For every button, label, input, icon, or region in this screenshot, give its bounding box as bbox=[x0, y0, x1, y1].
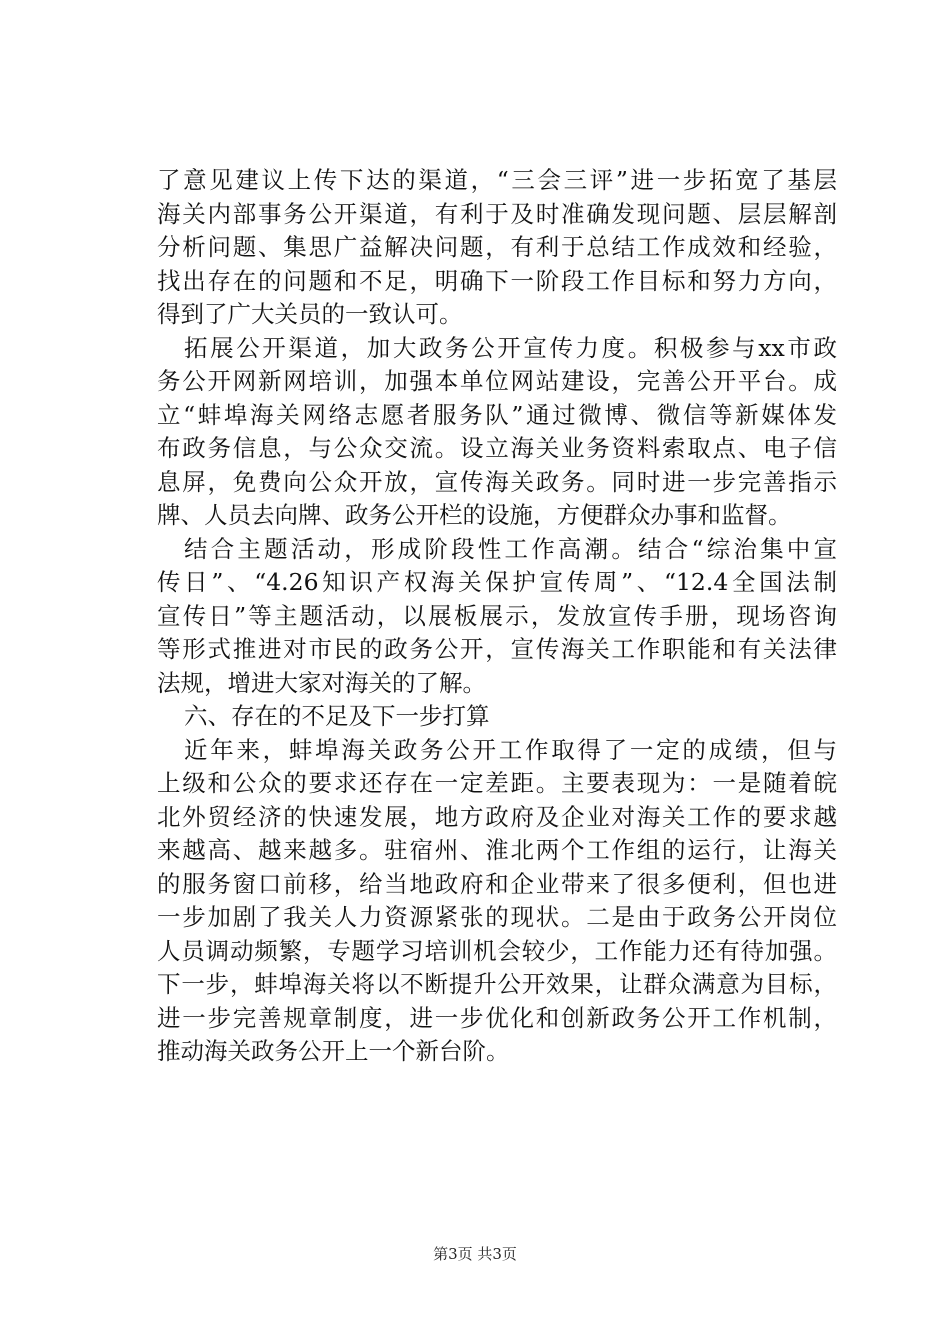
text-line: 息屏，免费向公众开放，宣传海关政务。同时进一步完善指示 bbox=[157, 467, 837, 496]
text-line: 找出存在的问题和不足，明确下一阶段工作目标和努力方向， bbox=[157, 266, 837, 295]
text-line: 推动海关政务公开上一个新台阶。 bbox=[157, 1037, 510, 1065]
text-line: 海关内部事务公开渠道，有利于及时准确发现问题、层层解剖 bbox=[157, 199, 837, 228]
text-line: 来越高、越来越多。驻宿州、淮北两个工作组的运行，让海关 bbox=[157, 836, 837, 864]
text-line: 北外贸经济的快速发展，地方政府及企业对海关工作的要求越 bbox=[157, 802, 837, 831]
text-line: 等形式推进对市民的政务公开，宣传海关工作职能和有关法律 bbox=[157, 635, 837, 663]
text-line: 牌、人员去向牌、政务公开栏的设施，方便群众办事和监督。 bbox=[157, 501, 792, 529]
text-line: 进一步完善规章制度，进一步优化和创新政务公开工作机制， bbox=[157, 1003, 837, 1032]
text-line: 务公开网新网培训，加强本单位网站建设，完善公开平台。成 bbox=[157, 367, 837, 395]
text-line: 下一步，蚌埠海关将以不断提升公开效果，让群众满意为目标， bbox=[157, 970, 837, 998]
text-line: 近年来，蚌埠海关政务公开工作取得了一定的成绩，但与 bbox=[184, 735, 837, 764]
text-line: 分析问题、集思广益解决问题，有利于总结工作成效和经验， bbox=[157, 233, 837, 261]
document-body bbox=[157, 164, 837, 1069]
text-line: 立“蚌埠海关网络志愿者服务队”通过微博、微信等新媒体发 bbox=[157, 400, 837, 429]
text-line: 法规，增进大家对海关的了解。 bbox=[157, 668, 486, 697]
text-line: 得到了广大关员的一致认可。 bbox=[157, 300, 463, 328]
text-line: 一步加剧了我关人力资源紧张的现状。二是由于政务公开岗位 bbox=[157, 903, 837, 931]
page-footer bbox=[0, 1243, 950, 1264]
text-line: 拓展公开渠道，加大政务公开宣传力度。积极参与xx市政 bbox=[184, 333, 837, 362]
text-line: 结合主题活动，形成阶段性工作高潮。结合“综治集中宣 bbox=[184, 534, 837, 563]
text-line: 六、存在的不足及下一步打算 bbox=[184, 702, 490, 730]
page-number: 第3页 共3页 bbox=[433, 1245, 517, 1263]
text-line: 宣传日”等主题活动，以展板展示，发放宣传手册，现场咨询 bbox=[157, 601, 837, 630]
text-line: 了意见建议上传下达的渠道，“三会三评”进一步拓宽了基层 bbox=[157, 166, 837, 194]
text-line: 上级和公众的要求还存在一定差距。主要表现为：一是随着皖 bbox=[157, 769, 837, 797]
text-line: 传日”、“4.26知识产权海关保护宣传周”、“12.4全国法制 bbox=[157, 568, 837, 596]
text-line: 的服务窗口前移，给当地政府和企业带来了很多便利，但也进 bbox=[157, 869, 837, 898]
text-line: 人员调动频繁，专题学习培训机会较少，工作能力还有待加强。 bbox=[157, 936, 837, 965]
text-line: 布政务信息，与公众交流。设立海关业务资料索取点、电子信 bbox=[157, 434, 837, 462]
